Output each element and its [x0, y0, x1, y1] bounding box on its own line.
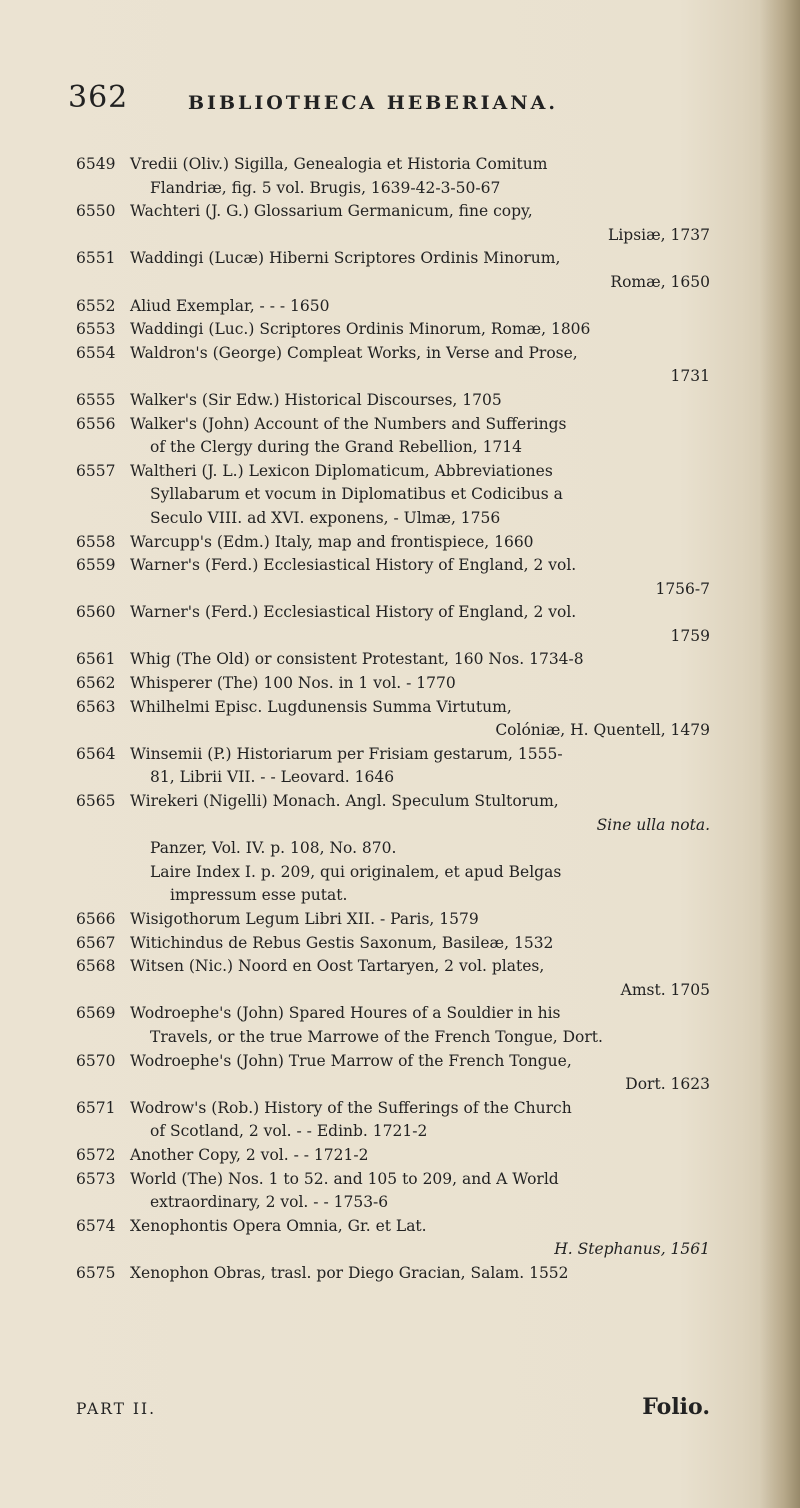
entry-text-cont: Seculo VIII. ad XVI. exponens, - Ulmæ, 1756	[150, 508, 501, 527]
entry-imprint: H. Stephanus, 1561	[554, 1240, 710, 1259]
catalogue-entry	[76, 1050, 710, 1097]
catalogue-entry	[76, 696, 710, 743]
catalogue-entries	[76, 153, 710, 1286]
catalogue-entry	[76, 648, 710, 672]
catalogue-entry	[76, 1002, 710, 1049]
entry-imprint: Colóniæ, H. Quentell, 1479	[495, 721, 710, 740]
entry-text: Aliud Exemplar, - - - 1650	[130, 296, 330, 315]
catalogue-entry	[76, 1097, 710, 1144]
note-line: Panzer, Vol. IV. p. 108, No. 870.	[150, 839, 397, 858]
page-number: 362	[68, 80, 129, 115]
entry-number: 6573	[76, 1169, 116, 1188]
entry-imprint: Amst. 1705	[620, 980, 710, 999]
entry-text: Waldron's (George) Compleat Works, in Verse and Prose,	[130, 343, 578, 362]
entry-text: Waltheri (J. L.) Lexicon Diplomaticum, Abbreviationes	[130, 461, 553, 480]
entry-text: Waddingi (Luc.) Scriptores Ordinis Minorum, Romæ, 1806	[130, 320, 591, 339]
entry-number: 6549	[76, 155, 116, 173]
entry-number: 6568	[76, 957, 116, 976]
catalogue-entry	[76, 743, 710, 790]
catalogue-entry	[76, 1144, 710, 1168]
entry-text: Warner's (Ferd.) Ecclesiastical History of England, 2 vol.	[130, 556, 577, 575]
catalogue-entry	[76, 318, 710, 342]
entry-text-cont: Travels, or the true Marrowe of the French Tongue, Dort.	[150, 1027, 603, 1046]
catalogue-entry	[76, 531, 710, 555]
page-gutter-shadow	[760, 0, 800, 1508]
catalogue-entry	[76, 295, 710, 319]
catalogue-entry	[76, 1168, 710, 1215]
entry-text: Winsemii (P.) Historiarum per Frisiam gestarum, 1555-	[130, 744, 563, 763]
entry-text: Whisperer (The) 100 Nos. in 1 vol. - 1770	[130, 674, 456, 693]
catalogue-entry	[76, 413, 710, 460]
entry-number: 6571	[76, 1098, 116, 1117]
catalogue-entry	[76, 460, 710, 531]
entry-imprint: Lipsiæ, 1737	[608, 225, 710, 244]
entry-imprint: Romæ, 1650	[610, 272, 710, 291]
entry-number: 6550	[76, 202, 116, 221]
entry-text: Witsen (Nic.) Noord en Oost Tartaryen, 2 vol. plates,	[130, 957, 545, 976]
entry-number: 6574	[76, 1216, 116, 1235]
entry-number: 6552	[76, 296, 116, 315]
entry-number: 6555	[76, 390, 116, 409]
catalogue-entry	[76, 790, 710, 837]
catalogue-entry	[76, 554, 710, 601]
catalogue-entry	[76, 932, 710, 956]
note-line: impressum esse putat.	[170, 886, 348, 905]
catalogue-entry	[76, 389, 710, 413]
entry-text: Wirekeri (Nigelli) Monach. Angl. Speculum Stultorum,	[130, 792, 559, 811]
entry-text: Wodroephe's (John) Spared Houres of a Souldier in his	[130, 1004, 561, 1023]
note-line: Laire Index I. p. 209, qui originalem, et apud Belgas	[150, 862, 562, 881]
catalogue-entry	[76, 672, 710, 696]
entry-text: Walker's (John) Account of the Numbers and Sufferings	[130, 414, 567, 433]
entry-number: 6564	[76, 744, 116, 763]
entry-number: 6575	[76, 1263, 116, 1282]
entry-number: 6556	[76, 414, 116, 433]
entry-number: 6561	[76, 650, 116, 669]
catalogue-entry	[76, 247, 710, 294]
entry-imprint: 1759	[670, 626, 710, 645]
catalogue-entry	[76, 601, 710, 648]
entry-number: 6565	[76, 792, 116, 811]
entry-text: Warner's (Ferd.) Ecclesiastical History of England, 2 vol.	[130, 603, 577, 622]
entry-imprint: Dort. 1623	[625, 1075, 710, 1094]
entry-text-cont: 81, Librii VII. - - Leovard. 1646	[150, 768, 395, 787]
entry-number: 6557	[76, 461, 116, 480]
entry-number: 6562	[76, 674, 116, 693]
entry-text: Warcupp's (Edm.) Italy, map and frontispiece, 1660	[130, 532, 534, 551]
entry-text: Whilhelmi Episc. Lugdunensis Summa Virtutum,	[130, 697, 512, 716]
entry-text-cont: of the Clergy during the Grand Rebellion, 1714	[150, 438, 523, 457]
running-title: BIBLIOTHECA HEBERIANA.	[188, 92, 558, 114]
catalogue-entry	[76, 1215, 710, 1262]
entry-text-cont: Syllabarum et vocum in Diplomatibus et Codicibus a	[150, 485, 563, 504]
format-label: Folio.	[642, 1394, 710, 1420]
entry-text: Xenophontis Opera Omnia, Gr. et Lat.	[130, 1216, 427, 1235]
entry-text: Whig (The Old) or consistent Protestant, 160 Nos. 1734-8	[130, 650, 584, 669]
entry-number: 6566	[76, 910, 116, 928]
entry-text-cont: extraordinary, 2 vol. - - 1753-6	[150, 1193, 389, 1212]
page-footer	[76, 1394, 710, 1420]
entry-number: 6567	[76, 933, 116, 952]
entry-imprint: 1756-7	[655, 579, 710, 598]
entry-text-cont: of Scotland, 2 vol. - - Edinb. 1721-2	[150, 1122, 428, 1141]
entry-number: 6554	[76, 343, 116, 362]
entry-text: Walker's (Sir Edw.) Historical Discourses, 1705	[130, 390, 502, 409]
entry-text: Waddingi (Lucæ) Hiberni Scriptores Ordinis Minorum,	[130, 249, 561, 268]
entry-text: Xenophon Obras, trasl. por Diego Gracian, Salam. 1552	[130, 1263, 569, 1282]
entry-text-cont: Flandriæ, fig. 5 vol. Brugis, 1639-42-3-50-67	[150, 178, 501, 197]
entry-number: 6572	[76, 1145, 116, 1164]
catalogue-entry	[76, 955, 710, 1002]
entry-text: Wisigothorum Legum Libri XII. - Paris, 1579	[130, 910, 479, 928]
entry-text: Another Copy, 2 vol. - - 1721-2	[130, 1145, 369, 1164]
catalogue-entry	[76, 342, 710, 389]
entry-number: 6570	[76, 1051, 116, 1070]
entry-number: 6563	[76, 697, 116, 716]
entry-text: Wodrow's (Rob.) History of the Sufferings of the Church	[130, 1098, 572, 1117]
entry-imprint: Sine ulla nota.	[596, 815, 710, 834]
entry-text: Wachteri (J. G.) Glossarium Germanicum, fine copy,	[130, 202, 533, 221]
entry-text: Wodroephe's (John) True Marrow of the French Tongue,	[130, 1051, 572, 1070]
bibliographic-note	[76, 837, 710, 908]
catalogue-entry	[76, 1262, 710, 1286]
entry-text: Vredii (Oliv.) Sigilla, Genealogia et Historia Comitum	[130, 155, 548, 173]
entry-number: 6569	[76, 1004, 116, 1023]
entry-number: 6558	[76, 532, 116, 551]
entry-imprint: 1731	[670, 367, 710, 386]
entry-number: 6559	[76, 556, 116, 575]
entry-text: Witichindus de Rebus Gestis Saxonum, Basileæ, 1532	[130, 933, 554, 952]
page-header	[68, 80, 728, 130]
entry-number: 6551	[76, 249, 116, 268]
entry-number: 6560	[76, 603, 116, 622]
signature-part: PART II.	[76, 1400, 157, 1418]
catalogue-entry	[76, 153, 710, 200]
catalogue-entry	[76, 200, 710, 247]
entry-text: World (The) Nos. 1 to 52. and 105 to 209, and A World	[130, 1169, 559, 1188]
entry-number: 6553	[76, 320, 116, 339]
catalogue-entry	[76, 908, 710, 932]
